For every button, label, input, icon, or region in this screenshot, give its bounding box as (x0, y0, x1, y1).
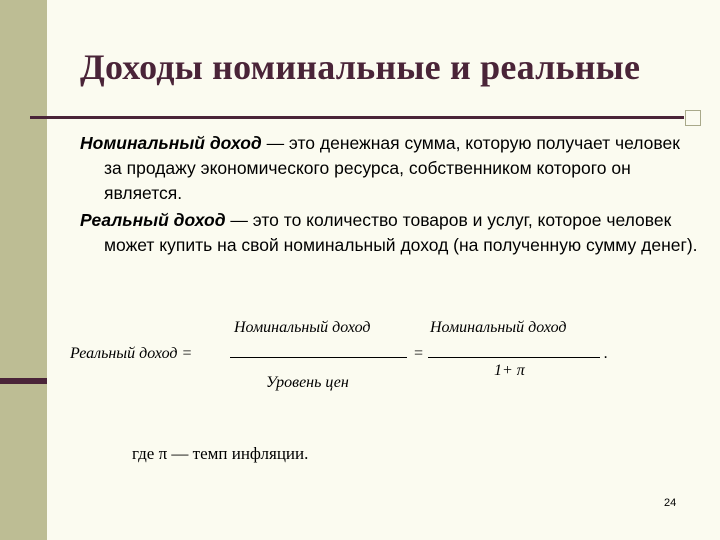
body-text (80, 131, 700, 260)
formula-denominator-1: Уровень цен (266, 374, 349, 391)
definition-real (80, 208, 700, 258)
fraction-bar-2 (428, 357, 600, 358)
formula-numerator-2: Номинальный доход (430, 319, 567, 336)
inflation-footnote: где π — темп инфляции. (132, 444, 309, 463)
term-real-income: Реальный доход (80, 210, 226, 230)
term-nominal-income: Номинальный доход (80, 133, 262, 153)
formula-period: . (604, 345, 608, 362)
definition-nominal (80, 131, 700, 206)
formula-denominator-2: 1+ π (494, 362, 525, 379)
definition-nominal-text: — это денежная сумма, которую получает человек за продажу экономического ресурса, собственником которого он является. (104, 133, 680, 203)
slide-title: Доходы номинальные и реальные (80, 47, 641, 87)
formula-numerator-1: Номинальный доход (234, 319, 371, 336)
formula-equals: = (413, 345, 424, 362)
fraction-bar-1 (230, 357, 407, 358)
definition-real-text: — это то количество товаров и услуг, которое человек может купить на свой номинальный доход (на полученную сумму денег). (104, 210, 698, 255)
title-rule (30, 116, 684, 119)
sidebar-bar (0, 0, 47, 540)
accent-square (685, 110, 701, 126)
income-formula (70, 316, 630, 396)
page-number: 24 (664, 497, 677, 509)
formula-lhs: Реальный доход = (70, 345, 193, 362)
sidebar-accent-bar (0, 378, 47, 384)
